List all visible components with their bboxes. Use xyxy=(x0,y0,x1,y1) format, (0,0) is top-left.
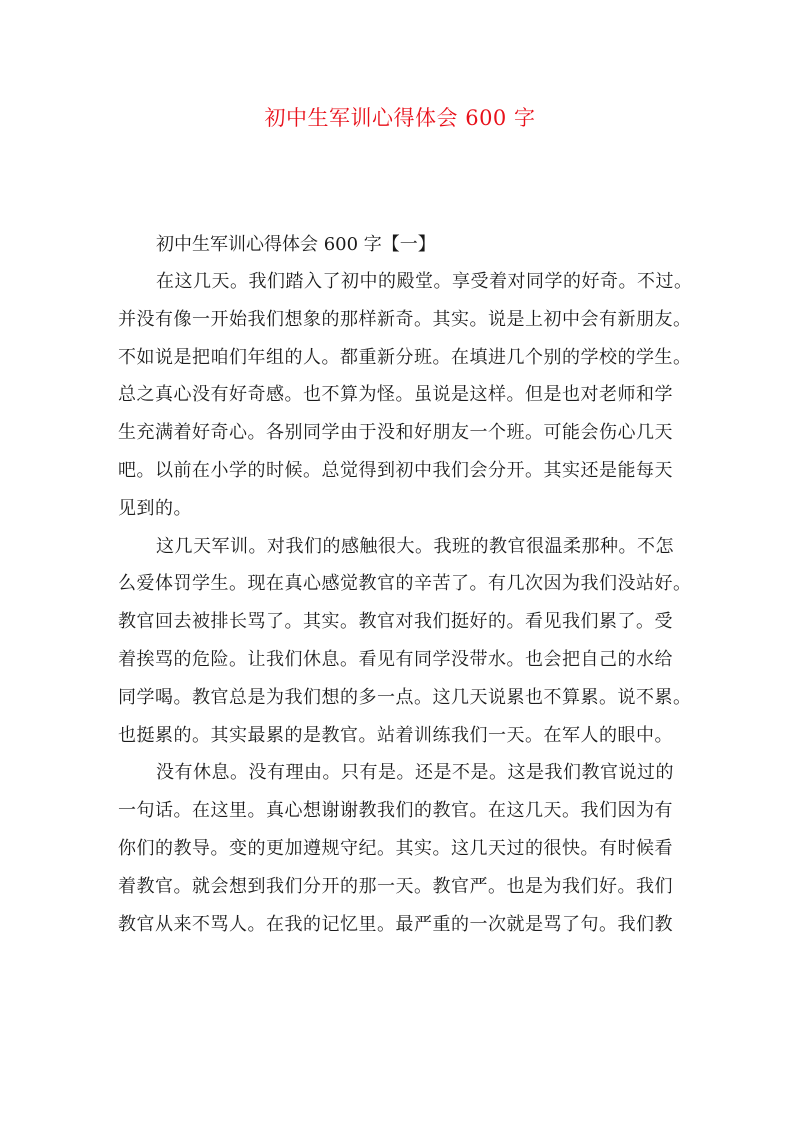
paragraph-line: 你们的教导。变的更加遵规守纪。其实。这几天过的很快。有时候看 xyxy=(118,837,673,859)
document-body xyxy=(118,226,692,943)
paragraph-line: 这几天军训。对我们的感触很大。我班的教官很温柔那种。不怎 xyxy=(156,535,674,557)
paragraph-line: 吧。以前在小学的时候。总觉得到初中我们会分开。其实还是能每天 xyxy=(118,459,673,481)
paragraph-line: 同学喝。教官总是为我们想的多一点。这几天说累也不算累。说不累。 xyxy=(118,686,692,708)
paragraph xyxy=(118,263,692,528)
paragraph-line: 总之真心没有好奇感。也不算为怪。虽说是这样。但是也对老师和学 xyxy=(118,384,673,406)
paragraph-line: 没有休息。没有理由。只有是。还是不是。这是我们教官说过的 xyxy=(156,762,674,784)
paragraph-line: 也挺累的。其实最累的是教官。站着训练我们一天。在军人的眼中。 xyxy=(118,724,673,746)
paragraph-list xyxy=(118,263,692,943)
paragraph-line: 并没有像一开始我们想象的那样新奇。其实。说是上初中会有新朋友。 xyxy=(118,308,692,330)
paragraph-line: 教官回去被排长骂了。其实。教官对我们挺好的。看见我们累了。受 xyxy=(118,611,673,633)
section-heading: 初中生军训心得体会 600 字【一】 xyxy=(156,234,436,255)
paragraph-line: 么爱体罚学生。现在真心感觉教官的辛苦了。有几次因为我们没站好。 xyxy=(118,573,692,595)
paragraph-line: 着教官。就会想到我们分开的那一天。教官严。也是为我们好。我们 xyxy=(118,875,673,897)
document-title: 初中生军训心得体会 600 字 xyxy=(264,106,536,130)
paragraph xyxy=(118,754,692,943)
paragraph-line: 生充满着好奇心。各别同学由于没和好朋友一个班。可能会伤心几天 xyxy=(118,422,673,444)
paragraph-line: 教官从来不骂人。在我的记忆里。最严重的一次就是骂了句。我们教 xyxy=(118,913,673,935)
paragraph-line: 着挨骂的危险。让我们休息。看见有同学没带水。也会把自己的水给 xyxy=(118,648,673,670)
paragraph-line: 不如说是把咱们年组的人。都重新分班。在填进几个别的学校的学生。 xyxy=(118,346,692,368)
paragraph-line: 在这几天。我们踏入了初中的殿堂。享受着对同学的好奇。不过。 xyxy=(156,271,693,292)
paragraph xyxy=(118,528,692,755)
paragraph-line: 一句话。在这里。真心想谢谢教我们的教官。在这几天。我们因为有 xyxy=(118,800,673,822)
paragraph-line: 见到的。 xyxy=(118,497,192,519)
